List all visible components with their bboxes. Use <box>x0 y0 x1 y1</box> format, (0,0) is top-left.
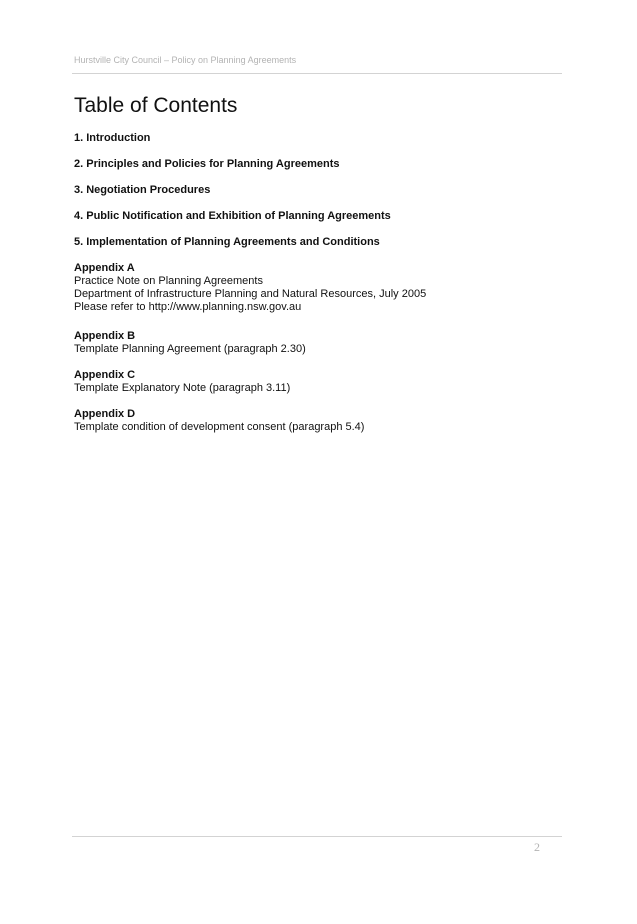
toc-item-negotiation: 3. Negotiation Procedures <box>74 184 211 196</box>
toc-item-principles: 2. Principles and Policies for Planning Agreements <box>74 158 340 170</box>
appendix-line: Please refer to http://www.planning.nsw.gov.au <box>74 301 302 313</box>
appendix-d <box>74 408 364 434</box>
toc-item-notification: 4. Public Notification and Exhibition of Planning Agreements <box>74 210 391 222</box>
appendix-c <box>74 369 290 395</box>
header-divider <box>72 73 562 74</box>
running-header: Hurstville City Council – Policy on Planning Agreements <box>74 55 297 65</box>
appendix-title: Appendix C <box>74 369 136 381</box>
appendix-line: Template condition of development consent (paragraph 5.4) <box>74 421 365 433</box>
appendix-line: Practice Note on Planning Agreements <box>74 275 263 287</box>
appendix-b <box>74 330 306 356</box>
page-title: Table of Contents <box>74 94 238 117</box>
appendix-line: Department of Infrastructure Planning and Natural Resources, July 2005 <box>74 288 427 300</box>
footer-divider <box>72 836 562 837</box>
appendix-title: Appendix A <box>74 262 135 274</box>
appendix-title: Appendix D <box>74 408 136 420</box>
appendix-line: Template Explanatory Note (paragraph 3.11) <box>74 382 291 394</box>
toc-item-implementation: 5. Implementation of Planning Agreements and Conditions <box>74 236 380 248</box>
appendix-a <box>74 262 426 314</box>
appendix-line: Template Planning Agreement (paragraph 2.30) <box>74 343 306 355</box>
page-number: 2 <box>534 840 540 854</box>
appendix-title: Appendix B <box>74 330 136 342</box>
toc-item-introduction: 1. Introduction <box>74 132 151 144</box>
